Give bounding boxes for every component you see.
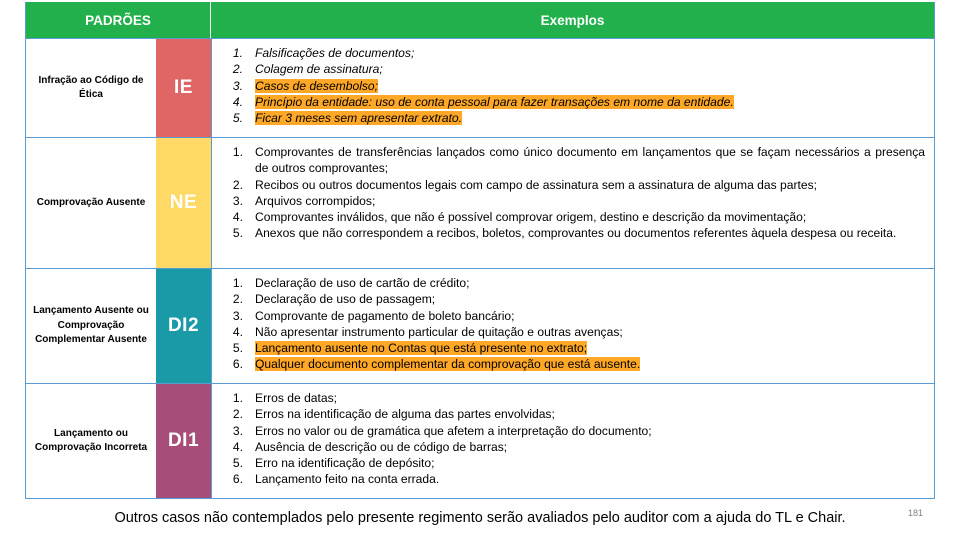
row-label: Lançamento ou Comprovação Incorreta: [34, 427, 148, 453]
list-item: 4. Ausência de descrição ou de código de barras;: [232, 439, 508, 454]
examples-list: [224, 390, 925, 488]
examples-cell: [211, 384, 934, 498]
list-item: 2. Erros na identificação de alguma das partes envolvidas;: [232, 407, 555, 422]
list-item: 1. Declaração de uso de cartão de crédito;: [232, 276, 470, 290]
examples-cell: [211, 39, 934, 137]
list-item: 3. Casos de desembolso;: [232, 78, 379, 93]
page-number: 181: [908, 508, 924, 518]
examples-cell: [211, 138, 934, 268]
highlighted-text: Lançamento ausente no Contas que está presente no extrato;: [255, 341, 588, 356]
header-standards: PADRÕES: [26, 2, 211, 38]
table-header: [26, 2, 934, 38]
list-item: 5. Ficar 3 meses sem apresentar extrato.: [232, 111, 463, 126]
list-item: 3. Erros no valor ou de gramática que afetem a interpretação do documento;: [232, 423, 652, 438]
highlighted-text: Princípio da entidade: uso de conta pessoal para fazer transações em nome da entidade.: [255, 94, 734, 109]
examples-list: [224, 144, 925, 242]
list-item: 5. Erro na identificação de depósito;: [232, 456, 435, 471]
header-examples: Exemplos: [540, 12, 605, 28]
list-item: 4. Princípio da entidade: uso de conta pessoal para fazer transações em nome da entidade.: [232, 94, 734, 109]
highlighted-text: Ficar 3 meses sem apresentar extrato.: [255, 111, 463, 126]
list-item: 1. Comprovantes de transferências lançados como único documento em lançamentos que se façam necessários a presença de outros comprovantes;: [232, 145, 925, 176]
table-row-di2: [26, 268, 934, 383]
list-item: 6. Lançamento feito na conta errada.: [232, 472, 440, 487]
row-label: Lançamento Ausente ou Comprovação Complementar Ausente: [33, 305, 149, 346]
row-label: Comprovação Ausente: [36, 196, 146, 208]
examples-list: [224, 275, 925, 373]
list-item: 2. Declaração de uso de passagem;: [232, 292, 436, 307]
footer-note: Outros casos não contemplados pelo presente regimento serão avaliados pelo auditor com a ajuda do TL e Chair.: [114, 510, 846, 526]
list-item: 3. Arquivos corrompidos;: [232, 193, 376, 208]
highlighted-text: Casos de desembolso;: [255, 78, 379, 93]
list-item: 4. Comprovantes inválidos, que não é possível comprovar origem, destino e descrição da movimentação;: [232, 210, 807, 225]
list-item: 3. Comprovante de pagamento de boleto bancário;: [232, 308, 515, 323]
list-item: 5. Anexos que não correspondem a recibos, boletos, comprovantes ou documentos referentes àquela despesa ou receita.: [232, 226, 897, 241]
list-item: 6. Qualquer documento complementar da comprovação que está ausente.: [232, 357, 641, 372]
examples-cell: [211, 269, 934, 383]
code-badge-ie: IE: [156, 39, 211, 137]
code-badge-di2: DI2: [156, 269, 211, 383]
standards-table: [25, 2, 935, 499]
row-label: Infração ao Código de Ética: [38, 74, 144, 100]
list-item: 1. Falsificações de documentos;: [232, 46, 415, 60]
list-item: 2. Colagem de assinatura;: [232, 62, 383, 77]
list-item: 5. Lançamento ausente no Contas que está presente no extrato;: [232, 341, 588, 356]
list-item: 1. Erros de datas;: [232, 391, 338, 405]
examples-list: [224, 45, 925, 126]
code-badge-ne: NE: [156, 138, 211, 268]
list-item: 4. Não apresentar instrumento particular de quitação e outras avenças;: [232, 324, 623, 339]
table-row-di1: [26, 383, 934, 498]
highlighted-text: Qualquer documento complementar da comprovação que está ausente.: [255, 357, 641, 372]
table-row-ne: [26, 137, 934, 268]
list-item: 2. Recibos ou outros documentos legais com campo de assinatura sem a assinatura de alguma das partes;: [232, 177, 817, 192]
code-badge-di1: DI1: [156, 384, 211, 498]
table-row-ie: [26, 38, 934, 137]
